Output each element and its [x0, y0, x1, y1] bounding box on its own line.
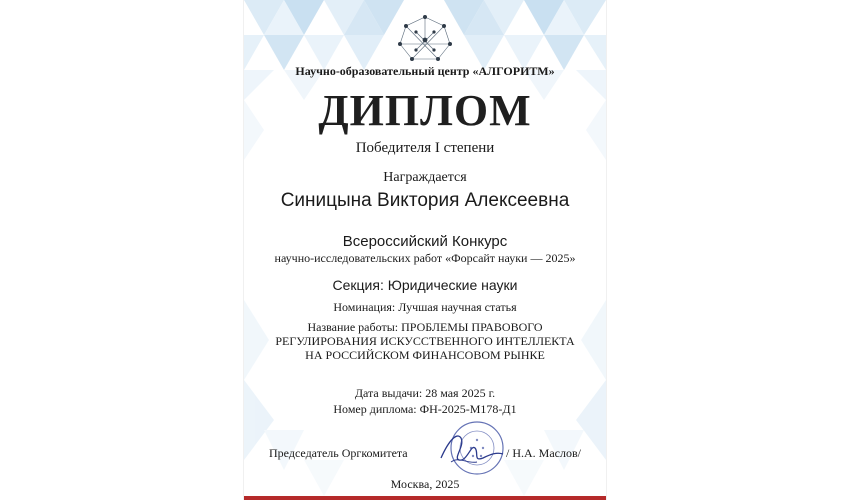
- signer-name: / Н.А. Маслов/: [506, 446, 581, 460]
- diploma-title: ДИПЛОМ: [318, 86, 532, 135]
- contest-subtitle: научно-исследовательских работ «Форсайт науки — 2025»: [274, 251, 576, 265]
- diploma-number: Номер диплома: ФН-2025-М178-Д1: [333, 402, 517, 416]
- seal-signature-icon: [437, 418, 507, 478]
- award-degree: Победителя I степени: [355, 140, 495, 156]
- contest-title: Всероссийский Конкурс: [342, 233, 508, 250]
- nomination: Номинация: Лучшая научная статья: [333, 300, 517, 314]
- organizer-name: Научно-образовательный центр «АЛГОРИТМ»: [295, 64, 555, 78]
- recipient-name: Синицына Виктория Алексеевна: [280, 190, 570, 211]
- section-name: Секция: Юридические науки: [332, 277, 518, 293]
- diploma-page: [244, 0, 606, 500]
- chair-label: Председатель Оргкомитета: [269, 446, 408, 460]
- city-year: Москва, 2025: [390, 477, 460, 491]
- network-logo-icon: [394, 14, 456, 64]
- awarded-label: Награждается: [383, 170, 467, 185]
- work-title: Название работы: ПРОБЛЕМЫ ПРАВОВОГО РЕГУЛИРОВАНИЯ ИСКУССТВЕННОГО ИНТЕЛЛЕКТА НА РОССИЙСКОМ ФИНАНСОВОМ РЫНКЕ: [275, 320, 575, 362]
- bottom-accent-bar: [244, 496, 606, 500]
- issue-date: Дата выдачи: 28 мая 2025 г.: [354, 386, 496, 400]
